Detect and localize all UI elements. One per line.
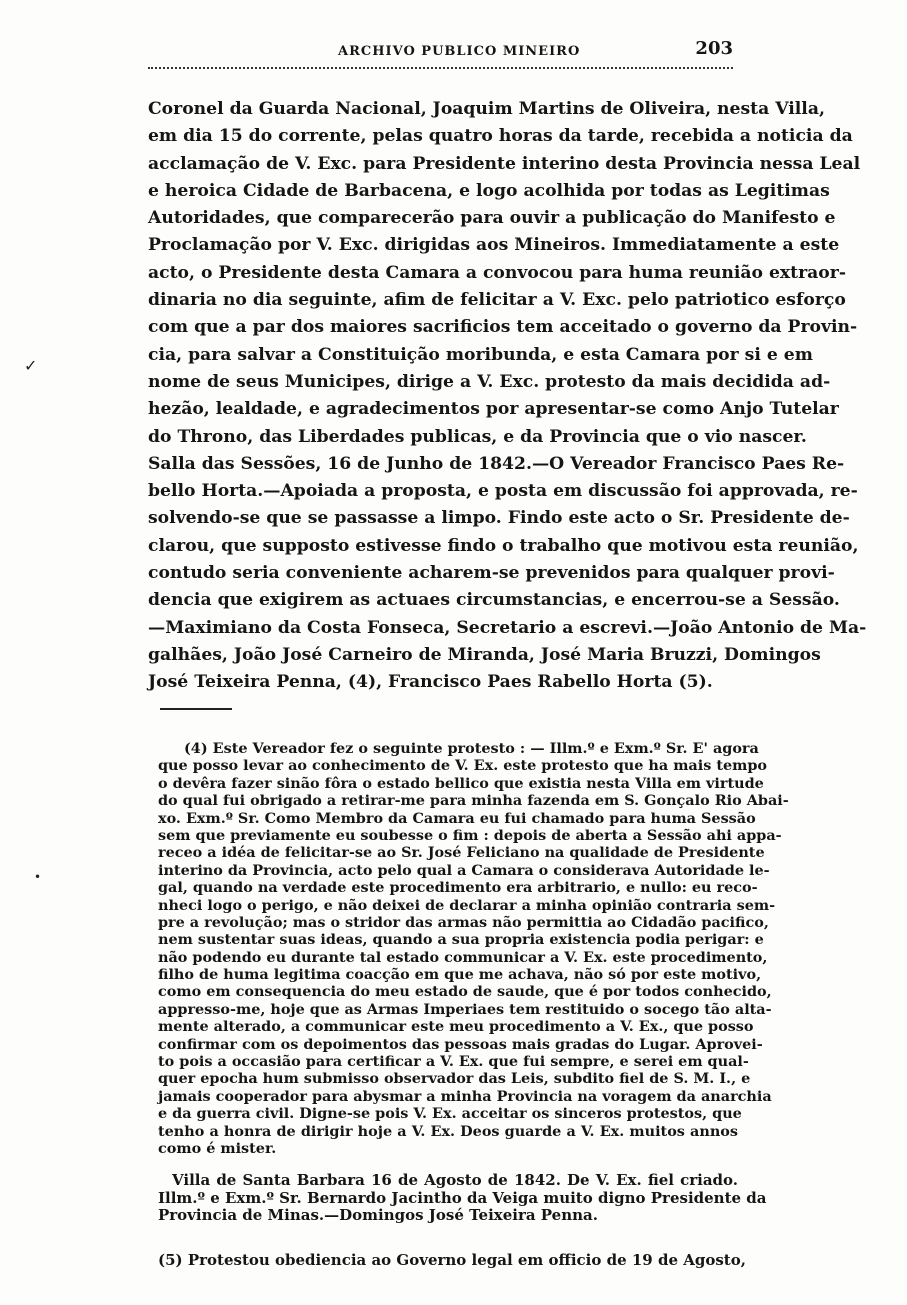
text-line: Proclamação por V. Exc. dirigidas aos Mineiros. Immediatamente a este bbox=[148, 235, 840, 256]
text-line: Salla das Sessões, 16 de Junho de 1842.—O Vereador Francisco Paes Re- bbox=[148, 453, 845, 474]
text-line: Autoridades, que comparecerão para ouvir a publicação do Manifesto e bbox=[148, 208, 836, 229]
text-line: clarou, que supposto estivesse findo o trabalho que motivou esta reunião, bbox=[148, 535, 859, 556]
footnote-line: confirmar com os depoimentos das pessoas mais gradas do Lugar. Aprovei- bbox=[158, 1035, 763, 1053]
footnote-line: do qual fui obrigado a retirar-me para minha fazenda em S. Gonçalo Rio Abai- bbox=[158, 792, 789, 810]
footnote-line: receo a idéa de felicitar-se ao Sr. José Feliciano na qualidade de Presidente bbox=[158, 844, 765, 862]
footnote-line: como é mister. bbox=[158, 1139, 277, 1157]
signature-line: Provincia de Minas.—Domingos José Teixeira Penna. bbox=[158, 1206, 598, 1224]
text-line: contudo seria conveniente acharem-se prevenidos para qualquer provi- bbox=[148, 563, 835, 584]
text-line: em dia 15 do corrente, pelas quatro horas da tarde, recebida a noticia da bbox=[148, 126, 853, 147]
signature-line: Illm.º e Exm.º Sr. Bernardo Jacintho da Veiga muito digno Presidente da bbox=[158, 1188, 767, 1207]
footnote-line: interino da Provincia, acto pelo qual a Camara o considerava Autoridade le- bbox=[158, 861, 770, 879]
text-line: acto, o Presidente desta Camara a convocou para huma reunião extraor- bbox=[148, 262, 846, 283]
footnote-line: gal, quando na verdade este procedimento era arbitrario, e nullo: eu reco- bbox=[158, 879, 758, 897]
footnote-line: jamais cooperador para abysmar a minha Provincia na voragem da anarchia bbox=[158, 1087, 772, 1105]
text-line: galhães, João José Carneiro de Miranda, José Maria Bruzzi, Domingos bbox=[148, 644, 821, 665]
footnote-line: filho de huma legitima coacção em que me achava, não só por este motivo, bbox=[158, 966, 762, 984]
text-line: dencia que exigirem as actuaes circumstancias, e encerrou-se a Sessão. bbox=[148, 590, 840, 611]
text-line: solvendo-se que se passasse a limpo. Findo este acto o Sr. Presidente de- bbox=[148, 508, 850, 529]
footnote-line: quer epocha hum submisso observador das Leis, subdito fiel de S. M. I., e bbox=[158, 1070, 751, 1088]
footnote-line: nheci logo o perigo, e não deixei de declarar a minha opinião contraria sem- bbox=[158, 896, 776, 914]
footnote-line: nem sustentar suas ideas, quando a sua propria existencia podia perigar: e bbox=[158, 931, 764, 949]
text-line: com que a par dos maiores sacrificios tem acceitado o governo da Provin- bbox=[148, 317, 858, 338]
text-line: bello Horta.—Apoiada a proposta, e posta em discussão foi approvada, re- bbox=[148, 481, 858, 502]
footnote-line: appresso-me, hoje que as Armas Imperiaes tem restituido o socego tão alta- bbox=[158, 1000, 772, 1018]
footnote-line: o devêra fazer sinão fôra o estado bellico que existia nesta Villa em virtude bbox=[158, 774, 764, 792]
footnote-5: (5) Protestou obediencia ao Governo legal em officio de 19 de Agosto, bbox=[158, 1251, 746, 1269]
text-line: hezão, lealdade, e agradecimentos por apresentar-se como Anjo Tutelar bbox=[148, 399, 839, 420]
running-title: ARCHIVO PUBLICO MINEIRO bbox=[338, 44, 581, 59]
footnote-line: mente alterado, a communicar este meu procedimento a V. Ex., que posso bbox=[158, 1018, 754, 1036]
footnote-line: sem que previamente eu soubesse o fim : depois de aberta a Sessão ahi appa- bbox=[158, 826, 782, 844]
running-head bbox=[148, 38, 733, 68]
footnote-line: pre a revolução; mas o stridor das armas não permittia ao Cidadão pacifico, bbox=[158, 913, 769, 931]
footnote-line: e da guerra civil. Digne-se pois V. Ex. acceitar os sinceros protestos, que bbox=[158, 1105, 742, 1123]
footnote-line: to pois a occasião para certificar a V. Ex. que fui sempre, e serei em qual- bbox=[158, 1053, 749, 1071]
footnote-line: como em consequencia do meu estado de saude, que é por todos conhecido, bbox=[158, 983, 772, 1001]
footnote-line: não podendo eu durante tal estado communicar a V. Ex. este procedimento, bbox=[158, 948, 768, 966]
footnote-line: xo. Exm.º Sr. Como Membro da Camara eu fui chamado para huma Sessão bbox=[158, 809, 756, 827]
text-line: nome de seus Municipes, dirige a V. Exc. protesto da mais decidida ad- bbox=[148, 371, 831, 392]
text-line: do Throno, das Liberdades publicas, e da Provincia que o vio nascer. bbox=[148, 426, 807, 447]
text-line: José Teixeira Penna, (4), Francisco Paes Rabello Horta (5). bbox=[148, 672, 713, 693]
header-rule bbox=[148, 67, 733, 69]
footnote-line: (4) Este Vereador fez o seguinte protesto : — Illm.º e Exm.º Sr. E' agora bbox=[184, 740, 759, 757]
footnote-4-signature bbox=[158, 1171, 767, 1225]
text-line: dinaria no dia seguinte, afim de felicitar a V. Exc. pelo patriotico esforço bbox=[148, 290, 846, 311]
footnote-line: tenho a honra de dirigir hoje a V. Ex. Deos guarde a V. Ex. muitos annos bbox=[158, 1122, 738, 1140]
text-line: Coronel da Guarda Nacional, Joaquim Martins de Oliveira, nesta Villa, bbox=[148, 99, 825, 119]
footnote-line: que posso levar ao conhecimento de V. Ex. este protesto que ha mais tempo bbox=[158, 757, 768, 775]
signature-line: Villa de Santa Barbara 16 de Agosto de 1842. De V. Ex. fiel criado. bbox=[172, 1171, 738, 1189]
text-line: e heroica Cidade de Barbacena, e logo acolhida por todas as Legitimas bbox=[148, 180, 830, 201]
margin-tick-mark: ✓ bbox=[24, 356, 38, 375]
footnote-4 bbox=[158, 740, 789, 1157]
footnote-separator bbox=[160, 708, 232, 710]
margin-dot-mark: • bbox=[34, 870, 42, 884]
text-line: acclamação de V. Exc. para Presidente interino desta Provincia nessa Leal bbox=[148, 153, 861, 174]
text-line: —Maximiano da Costa Fonseca, Secretario a escrevi.—João Antonio de Ma- bbox=[148, 617, 867, 638]
text-line: cia, para salvar a Constituição moribunda, e esta Camara por si e em bbox=[148, 344, 813, 365]
main-text bbox=[148, 96, 867, 697]
page-number: 203 bbox=[695, 38, 733, 59]
